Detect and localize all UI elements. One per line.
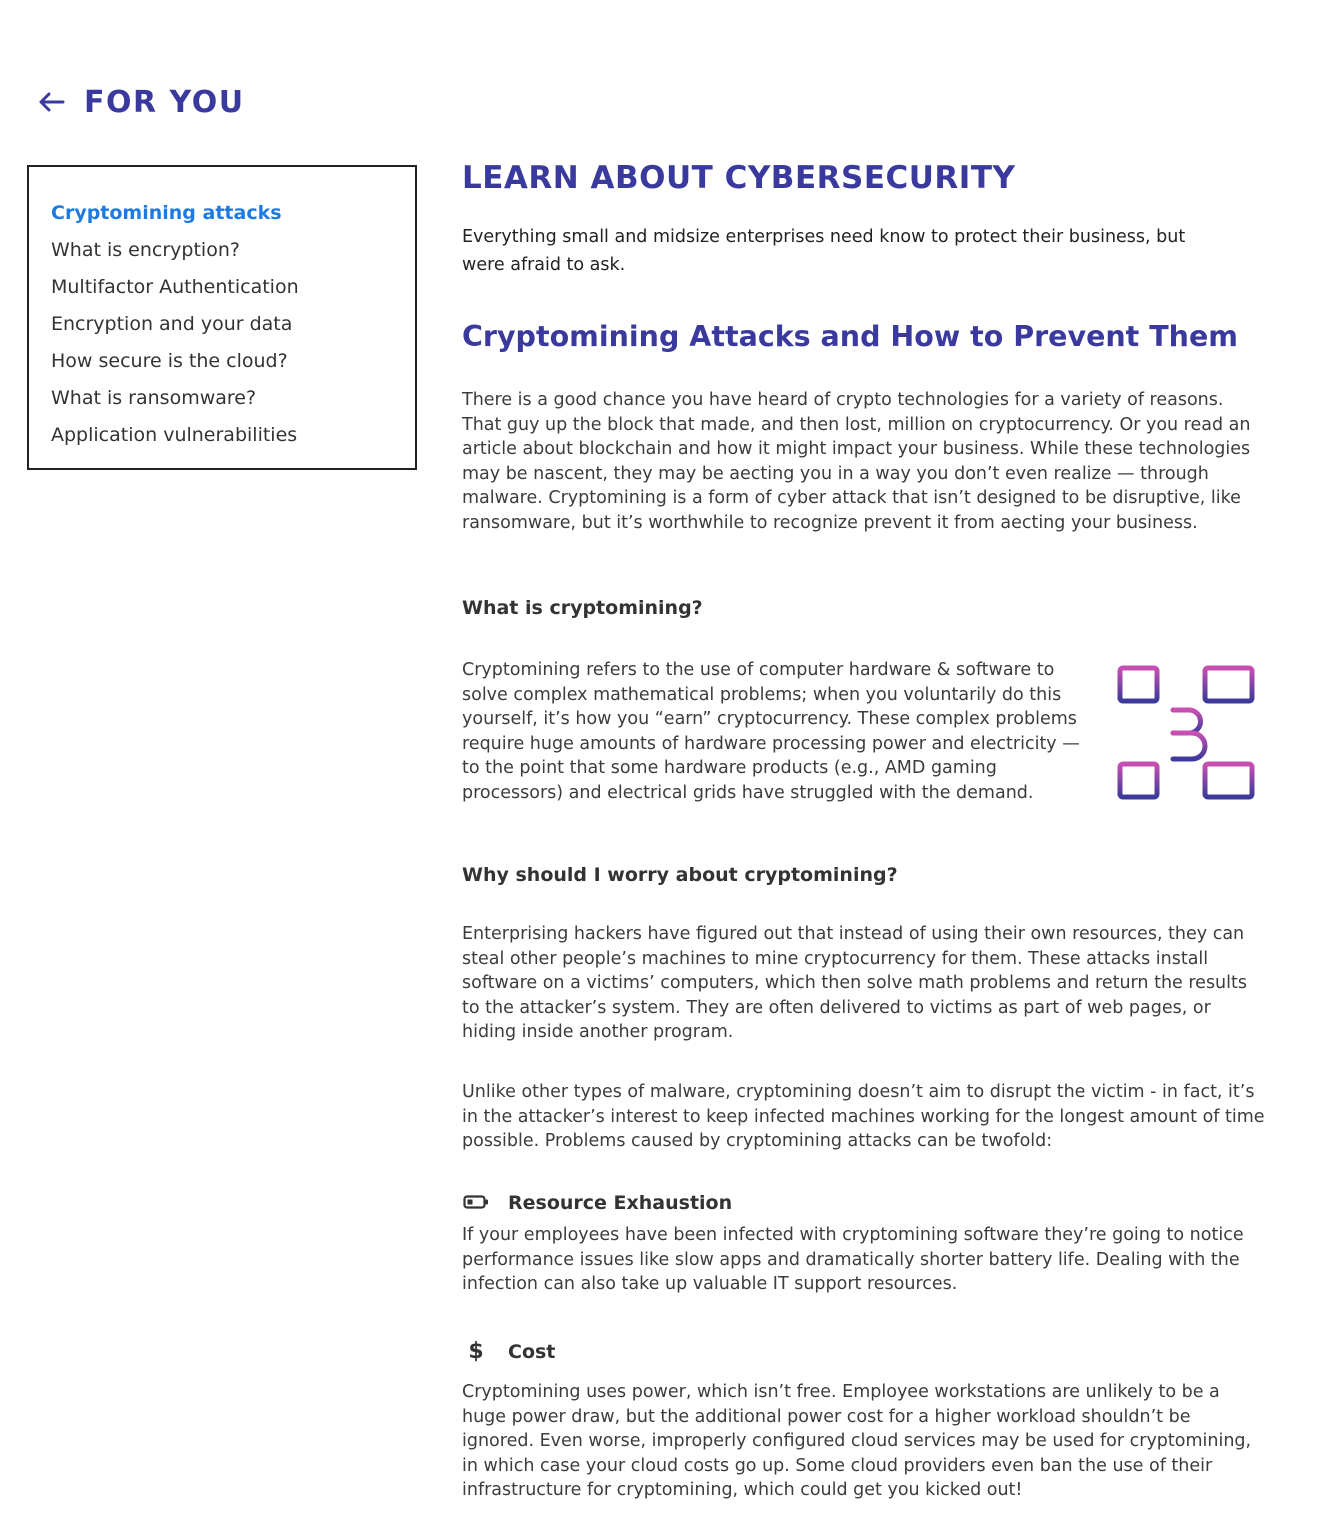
battery-low-icon [462,1192,490,1214]
intro-text: Everything small and midsize enterprises need know to protect their business, but were afraid to ask. [462,227,1186,275]
cost-heading [462,1339,555,1364]
cost-title: Cost [508,1340,556,1363]
toc-item-what-is-encryption[interactable]: What is encryption? [51,239,240,261]
back-link-label: FOR YOU [84,84,245,120]
cost-paragraph: Cryptomining uses power, which isn’t free. Employee workstations are unlikely to be a huge power draw, but the additional power cost for a higher workload shouldn’t be ignored. Even worse, improperly configured cloud services may be used for cryptomining, in which case your cloud costs go up. Some cloud providers even ban the use of their infrastructure for cryptomining, which could get you kicked out! [462,1382,1252,1500]
toc-item-cryptomining-attacks[interactable]: Cryptomining attacks [51,202,282,224]
toc-item-how-secure-is-the-cloud[interactable]: How secure is the cloud? [51,350,288,372]
page-title: LEARN ABOUT CYBERSECURITY [462,160,1016,196]
intro-paragraph: There is a good chance you have heard of crypto technologies for a variety of reasons. That guy up the block that made, and then lost, million on cryptocurrency. Or you read an article about blockchain and how it might impact your business. While these technologies may be nascent, they may be aecting you in a way you don’t even realize — through malware. Cryptomining is a form of cyber attack that isn’t designed to be disruptive, like ransomware, but it’s worthwhile to recognize prevent it from aecting your business. [462,390,1251,533]
what-is-cryptomining-paragraph: Cryptomining refers to the use of computer hardware & software to solve complex mathematical problems; when you voluntarily do this yourself, it’s how you “earn” cryptocurrency. These complex problems require huge amounts of hardware processing power and electricity — to the point that some hardware products (e.g., AMD gaming processors) and electrical grids have struggled with the demand. [462,660,1080,803]
resource-exhaustion-heading [462,1192,732,1214]
resource-exhaustion-title: Resource Exhaustion [508,1192,733,1214]
section-title: Cryptomining Attacks and How to Prevent Them [462,320,1238,353]
toc-item-what-is-ransomware[interactable]: What is ransomware? [51,387,257,409]
bitcoin-blockchain-icon [1117,663,1257,803]
what-is-cryptomining-heading: What is cryptomining? [462,597,703,619]
why-worry-heading: Why should I worry about cryptomining? [462,864,898,886]
back-link[interactable] [36,84,245,120]
dollar-icon: $ [468,1339,484,1364]
resource-exhaustion-paragraph: If your employees have been infected with cryptomining software they’re going to notice performance issues like slow apps and dramatically shorter battery life. Dealing with the infection can also take up valuable IT support resources. [462,1225,1244,1294]
why-worry-paragraph-2: Unlike other types of malware, cryptomining doesn’t aim to disrupt the victim - in fact, it’s in the attacker’s interest to keep infected machines working for the longest amount of time possible. Problems caused by cryptomining attacks can be twofold: [462,1082,1265,1151]
table-of-contents [27,165,417,470]
why-worry-paragraph-1: Enterprising hackers have figured out that instead of using their own resources, they can steal other people’s machines to mine cryptocurrency for them. These attacks install software on a victims’ computers, which then solve math problems and return the results to the attacker’s system. They are often delivered to victims as part of web pages, or hiding inside another program. [462,924,1247,1042]
toc-item-encryption-and-your-data[interactable]: Encryption and your data [51,313,293,335]
arrow-left-icon [36,90,66,114]
toc-item-multifactor-authentication[interactable]: Multifactor Authentication [51,276,299,298]
toc-item-application-vulnerabilities[interactable]: Application vulnerabilities [51,424,298,446]
